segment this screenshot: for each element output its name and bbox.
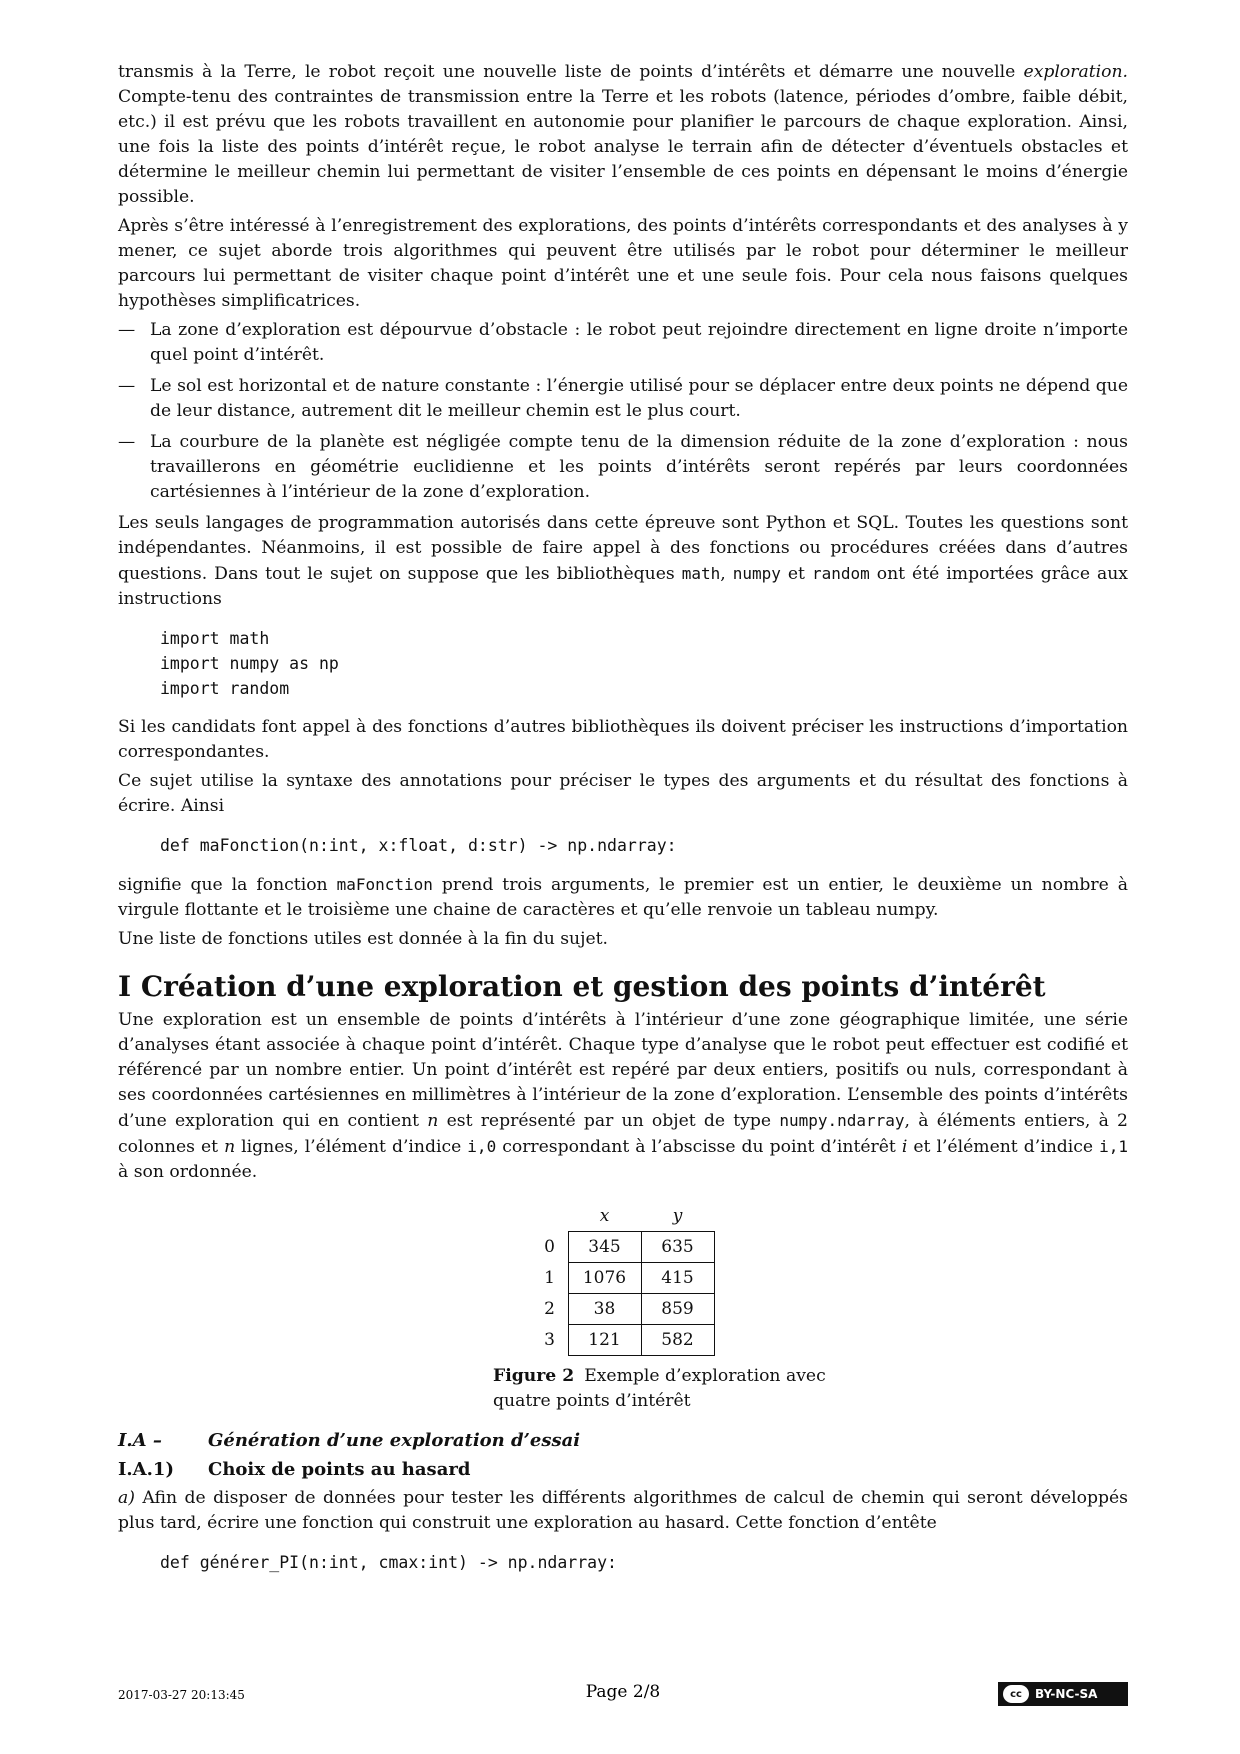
useful-functions-note: Une liste de fonctions utiles est donnée à la fin du sujet. (118, 929, 608, 949)
hypotheses-list (118, 318, 1128, 505)
cell-y: 635 (641, 1232, 714, 1263)
lib-random: random (811, 564, 870, 583)
figure-label: Figure 2 (493, 1366, 575, 1386)
table-row (532, 1294, 715, 1325)
question-label: a) (118, 1488, 135, 1508)
hypothesis-item: — Le sol est horizontal et de nature constante : l’énergie utilisé pour se déplacer entre deux points ne dépend que de leur distance, autrement dit le meilleur chemin est le plus court. (118, 374, 1128, 424)
subsubsection-title: Choix de points au hasard (208, 1459, 471, 1480)
lib-math: math (681, 564, 721, 583)
section-paragraph: Une exploration est un ensemble de points d’intérêts à l’intérieur d’une zone géographique limitée, une série d’analyses étant associée à chaque point d’intérêt. Chaque type d’analyse que le robot peut effectuer est codifié et référencé par un nombre entier. Un point d’intérêt est repéré par deux entiers, positifs ou nuls, correspondant à ses coordonnées cartésiennes en millimètres à l’intérieur de la zone d’exploration. L’ensemble des points d’intérêts d’une exploration qui en contient n est représenté par un objet de type numpy.ndarray, à éléments entiers, à 2 colonnes et n lignes, l’élément d’indice i,0 correspondant à l’abscisse du point d’intérêt i et l’élément d’indice i,1 à son ordonnée. (118, 1010, 1128, 1182)
table-row (532, 1325, 715, 1356)
imports-note-paragraph: Si les candidats font appel à des fonctions d’autres bibliothèques ils doivent préciser les instructions d’importation correspondantes. (118, 717, 1128, 762)
def-example-code-block: def maFonction(n:int, x:float, d:str) -> np.ndarray: (160, 836, 677, 855)
var-i: i (901, 1137, 908, 1157)
subsubsection-heading (118, 1457, 1128, 1482)
page-number: Page 2/8 (585, 1682, 661, 1702)
subsection-title: Génération d’une exploration d’essai (208, 1430, 581, 1451)
cc-license-badge (998, 1682, 1128, 1706)
type-code: numpy.ndarray (779, 1111, 905, 1130)
subsection-number: I.A – (118, 1430, 162, 1451)
cc-icon: cc (1003, 1685, 1029, 1703)
question-a: a) Afin de disposer de données pour tester les différents algorithmes de calcul de chemin qui seront développés plus tard, écrire une fonction qui construit une exploration au hasard. Cette fonction d’entête (118, 1488, 1128, 1533)
cell-x: 121 (568, 1325, 641, 1356)
var-n: n (427, 1111, 439, 1131)
page-footer (118, 1682, 1128, 1712)
points-table (532, 1201, 715, 1356)
cell-x: 345 (568, 1232, 641, 1263)
cell-y: 582 (641, 1325, 714, 1356)
license-label: BY-NC-SA (1035, 1687, 1098, 1701)
row-index: 1 (544, 1267, 555, 1288)
hypothesis-item: — La courbure de la planète est négligée compte tenu de la dimension réduite de la zone d’exploration : nous travaillerons en géométrie euclidienne et les points d’intérêts seront repérés par leurs coordonnées cartésiennes à l’intérieur de la zone d’exploration. (118, 430, 1128, 505)
column-header-x: x (599, 1205, 610, 1226)
table-row (532, 1263, 715, 1294)
hypothesis-item: — La zone d’exploration est dépourvue d’obstacle : le robot peut rejoindre directement en ligne droite n’importe quel point d’intérêt. (118, 318, 1128, 368)
table-row (532, 1232, 715, 1263)
var-n: n (224, 1137, 236, 1157)
figure-2 (118, 1201, 1128, 1414)
section-title: I Création d’une exploration et gestion des points d’intérêt (118, 970, 1046, 1003)
intro-paragraph-1: transmis à la Terre, le robot reçoit une nouvelle liste de points d’intérêts et démarre une nouvelle exploration. Compte-tenu des contraintes de transmission entre la Terre et les robots (latence, périodes d’ombre, faible débit, etc.) il est prévu que les robots travaillent en autonomie pour planifier le parcours de chaque exploration. Ainsi, une fois la liste des points d’intérêt reçue, le robot analyse le terrain afin de détecter d’éventuels obstacles et détermine le meilleur chemin lui permettant de visiter l’ensemble de ces points en dépensant le moins d’énergie possible. (118, 62, 1128, 207)
annotations-paragraph: Ce sujet utilise la syntaxe des annotations pour préciser le types des arguments et du résultat des fonctions à écrire. Ainsi (118, 771, 1128, 816)
generer-pi-code-block: def générer_PI(n:int, cmax:int) -> np.ndarray: (160, 1553, 617, 1572)
function-name-code: maFonction (336, 875, 433, 894)
subsubsection-number: I.A.1) (118, 1459, 174, 1480)
figure-caption: Figure 2 Exemple d’exploration avec quatre points d’intérêt (493, 1366, 826, 1411)
subsection-heading (118, 1428, 1128, 1453)
cell-y: 415 (641, 1263, 714, 1294)
cell-y: 859 (641, 1294, 714, 1325)
def-explanation-paragraph: signifie que la fonction maFonction prend trois arguments, le premier est un entier, le deuxième un nombre à virgule flottante et le troisième une chaine de caractères et qu’elle renvoie un tableau numpy. (118, 875, 1128, 920)
table-header-row (532, 1201, 715, 1232)
index-code: i,1 (1099, 1137, 1128, 1156)
languages-paragraph: Les seuls langages de programmation autorisés dans cette épreuve sont Python et SQL. Toutes les questions sont indépendantes. Néanmoins, il est possible de faire appel à des fonctions ou procédures créées dans d’autres questions. Dans tout le sujet on suppose que les bibliothèques math, numpy et random ont été importées grâce aux instructions (118, 513, 1128, 609)
row-index: 3 (544, 1329, 555, 1350)
document-page (118, 60, 1128, 1589)
index-code: i,0 (467, 1137, 497, 1156)
intro-paragraph-2: Après s’être intéressé à l’enregistrement des explorations, des points d’intérêts correspondants et des analyses à y mener, ce sujet aborde trois algorithmes qui peuvent être utilisés par le robot pour déterminer le meilleur parcours lui permettant de visiter chaque point d’intérêt une et une seule fois. Pour cela nous faisons quelques hypothèses simplificatrices. (118, 216, 1128, 311)
cell-x: 1076 (568, 1263, 641, 1294)
footer-date: 2017-03-27 20:13:45 (118, 1688, 245, 1702)
row-index: 0 (544, 1236, 555, 1257)
imports-code-block: import math import numpy as np import random (160, 629, 339, 698)
exploration-term: exploration. (1023, 62, 1128, 82)
row-index: 2 (544, 1298, 555, 1319)
column-header-y: y (672, 1205, 683, 1226)
lib-numpy: numpy (732, 564, 781, 583)
cell-x: 38 (568, 1294, 641, 1325)
